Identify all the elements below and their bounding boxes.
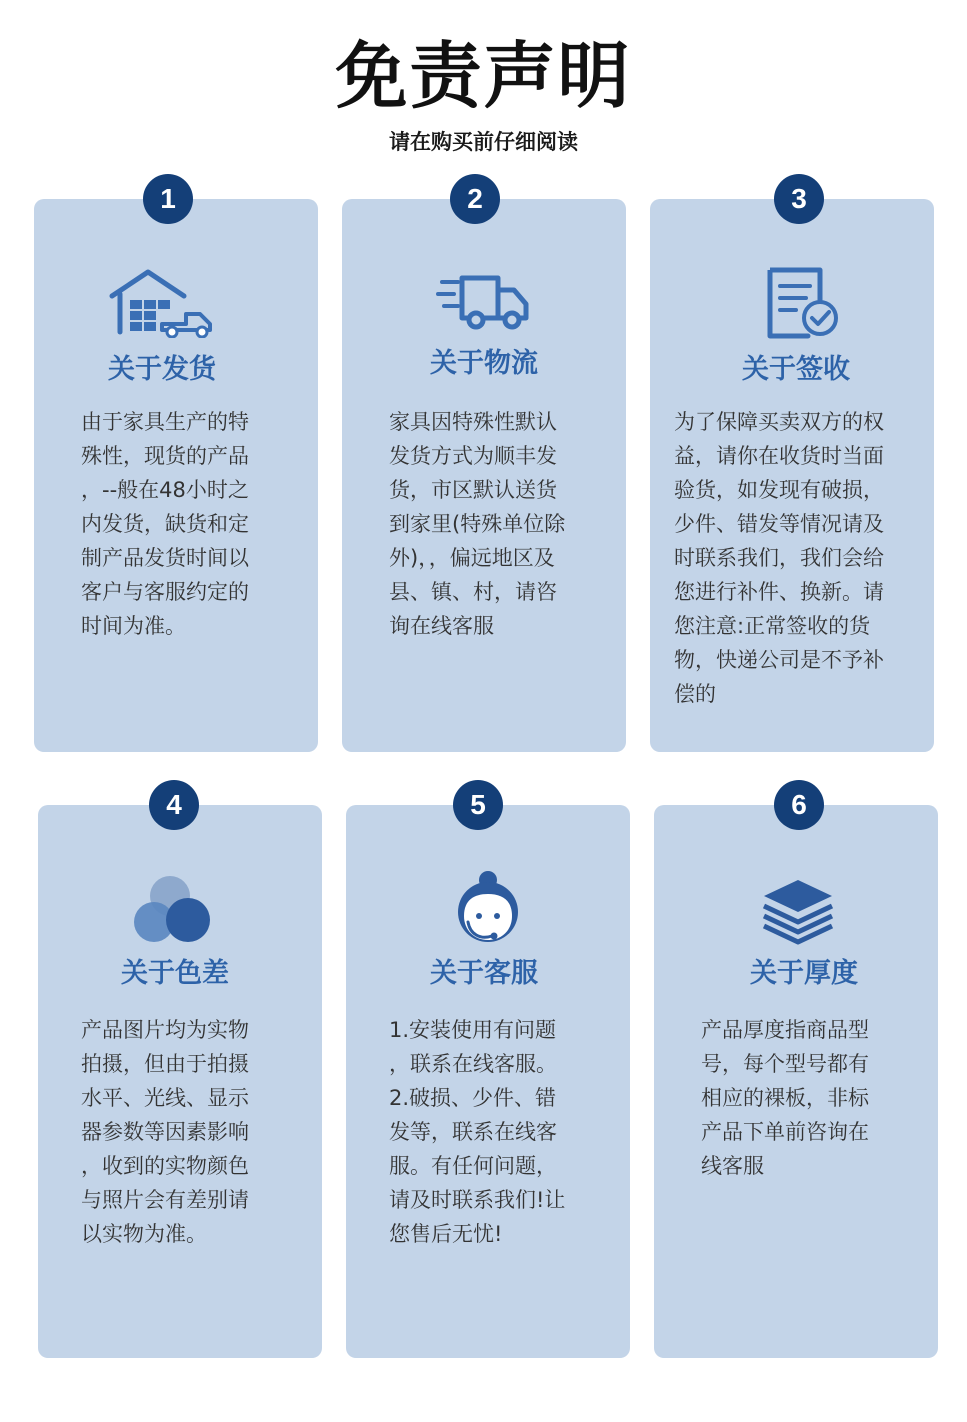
body-line: 号，每个型号都有 xyxy=(701,1052,869,1076)
card-number-badge: 5 xyxy=(453,780,503,830)
customer-service-icon xyxy=(450,870,526,948)
card-number-badge: 6 xyxy=(774,780,824,830)
body-line: 发等，联系在线客 xyxy=(389,1120,557,1144)
body-line: 为了保障买卖双方的权 xyxy=(674,410,884,434)
body-line: 器参数等因素影响 xyxy=(81,1120,249,1144)
body-line: 询在线客服 xyxy=(389,614,494,638)
body-line: 请及时联系我们!让 xyxy=(389,1188,566,1212)
card-body xyxy=(81,1013,249,1251)
body-line: 县、镇、村，请咨 xyxy=(389,580,557,604)
page-subtitle: 请在购买前仔细阅读 xyxy=(389,130,578,154)
card-heading: 关于厚度 xyxy=(750,958,858,989)
body-line: 您注意:正常签收的货 xyxy=(674,614,871,638)
body-line: 由于家具生产的特 xyxy=(81,410,249,434)
body-line: 拍摄，但由于拍摄 xyxy=(81,1052,249,1076)
body-line: 家具因特殊性默认 xyxy=(389,410,557,434)
body-line: ，收到的实物颜色 xyxy=(81,1154,249,1178)
warehouse-truck-icon xyxy=(108,266,216,338)
body-line: 益，请你在收货时当面 xyxy=(674,444,884,468)
body-line: 2.破损、少件、错 xyxy=(389,1086,557,1110)
body-line: 时联系我们，我们会给 xyxy=(674,546,884,570)
color-circles-icon xyxy=(130,874,214,946)
card-number-badge: 4 xyxy=(149,780,199,830)
body-line: 产品图片均为实物 xyxy=(81,1018,249,1042)
body-line: 偿的 xyxy=(674,682,716,706)
body-line: 您进行补件、换新。请 xyxy=(674,580,884,604)
body-line: 内发货，缺货和定 xyxy=(81,512,249,536)
body-line: 相应的裸板，非标 xyxy=(701,1086,869,1110)
card-body xyxy=(701,1013,869,1183)
body-line: 产品下单前咨询在 xyxy=(701,1120,869,1144)
card-heading: 关于色差 xyxy=(121,958,229,989)
body-line: 1.安装使用有问题 xyxy=(389,1018,557,1042)
body-line: 少件、错发等情况请及 xyxy=(674,512,884,536)
body-line: 以实物为准。 xyxy=(81,1222,207,1246)
body-line: 到家里(特殊单位除 xyxy=(389,512,566,536)
card-number-badge: 2 xyxy=(450,174,500,224)
body-line: 水平、光线、显示 xyxy=(81,1086,249,1110)
layers-icon xyxy=(760,876,836,946)
body-line: 验货，如发现有破损， xyxy=(674,478,884,502)
card-heading: 关于客服 xyxy=(430,958,538,989)
body-line: 线客服 xyxy=(701,1154,764,1178)
card-body xyxy=(674,405,884,711)
body-line: 产品厚度指商品型 xyxy=(701,1018,869,1042)
card-number-badge: 1 xyxy=(143,174,193,224)
body-line: 客户与客服约定的 xyxy=(81,580,249,604)
body-line: ，联系在线客服。 xyxy=(389,1052,557,1076)
body-line: 外)，，偏远地区及 xyxy=(389,546,555,570)
page-title: 免责声明 xyxy=(335,34,632,118)
body-line: 时间为准。 xyxy=(81,614,186,638)
body-line: 服。有任何问题， xyxy=(389,1154,557,1178)
card-body xyxy=(389,405,565,643)
card-body xyxy=(81,405,249,643)
body-line: 与照片会有差别请 xyxy=(81,1188,249,1212)
body-line: ，--般在48小时之 xyxy=(81,478,249,502)
card-body xyxy=(389,1013,565,1251)
body-line: 殊性，现货的产品 xyxy=(81,444,249,468)
body-line: 制产品发货时间以 xyxy=(81,546,249,570)
card-heading: 关于发货 xyxy=(108,354,216,385)
body-line: 发货方式为顺丰发 xyxy=(389,444,557,468)
body-line: 货，市区默认送货 xyxy=(389,478,557,502)
card-heading: 关于物流 xyxy=(430,348,538,379)
card-heading: 关于签收 xyxy=(742,354,850,385)
document-check-icon xyxy=(766,266,842,340)
delivery-truck-icon xyxy=(436,272,532,332)
body-line: 物，快递公司是不予补 xyxy=(674,648,884,672)
body-line: 您售后无忧! xyxy=(389,1222,503,1246)
card-number-badge: 3 xyxy=(774,174,824,224)
